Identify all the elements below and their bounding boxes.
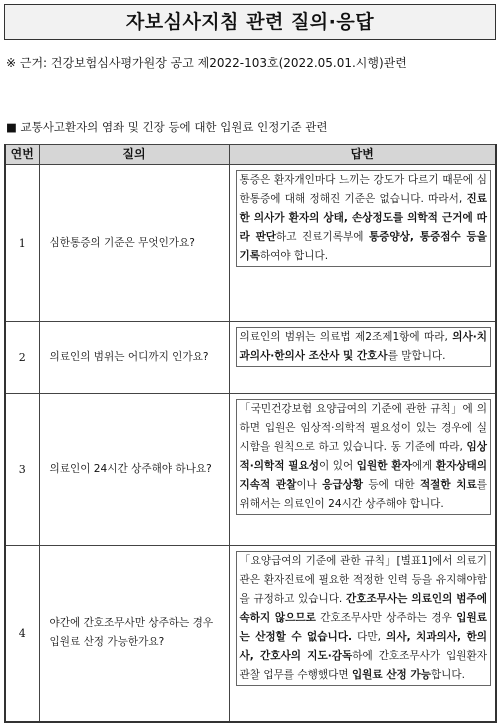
answer-segment: 다만, — [352, 631, 387, 643]
answer-emphasis: 입원료 산정 가능 — [351, 669, 431, 681]
answer-segment: 하여야 합니다. — [259, 250, 329, 262]
header-answer: 답변 — [229, 145, 496, 165]
answer-emphasis: 입원료는 산정할 수 없습니다. — [239, 612, 487, 643]
answer-segment: 를 위해서는 의료인이 24시간 상주해야 합니다. — [239, 479, 487, 510]
answer-segment: 를 말합니다. — [387, 350, 446, 362]
row-number: 3 — [5, 394, 39, 546]
question-cell: 심한통증의 기준은 무엇인가요? — [39, 165, 229, 322]
answer-cell — [229, 165, 496, 322]
answer-text — [240, 400, 488, 514]
answer-segment: 하에 간호조무사가 입원환자 관찰 업무를 수행했다면 — [239, 650, 487, 681]
answer-emphasis: 입원한 환자 — [356, 460, 412, 472]
answer-emphasis: 진료한 의사가 환자의 상태, 손상정도를 의학적 근거에 따라 판단 — [239, 193, 487, 243]
answer-cell — [229, 546, 496, 722]
answer-emphasis: 임상적·의학적 필요성 — [239, 441, 487, 472]
answer-cell — [229, 322, 496, 394]
answer-emphasis: 간호조무사는 의료인의 범주에 속하지 않으므로 — [239, 593, 487, 624]
section-heading: ■ 교통사고환자의 염좌 및 긴장 등에 대한 입원료 인정기준 관련 — [6, 120, 328, 134]
table-header-row — [5, 145, 496, 165]
answer-segment: 간호조무사만 상주하는 경우 — [315, 612, 457, 624]
table-row — [5, 322, 496, 394]
table-row — [5, 165, 496, 322]
answer-emphasis: 의사·치과의사·한의사 조산사 및 간호사 — [239, 331, 487, 362]
answer-segment: 합니다. — [430, 669, 466, 681]
table-row — [5, 546, 496, 722]
answer-segment: 「국민건강보험 요양급여의 기준에 관한 규칙」에 의하면 입원은 임상적·의학적 필요성이 있는 경우에 실시함을 원칙으로 하고 있습니다. 동 기준에 따라, — [239, 403, 487, 453]
header-question: 질의 — [39, 145, 229, 165]
basis-note: ※ 근거: 건강보험심사평가원장 공고 제2022-103호(2022.05.01.시행)관련 — [6, 56, 407, 70]
row-number: 4 — [5, 546, 39, 722]
answer-segment: 에게 — [411, 460, 436, 472]
answer-text — [240, 171, 488, 266]
answer-cell — [229, 394, 496, 546]
question-cell: 의료인이 24시간 상주해야 하나요? — [39, 394, 229, 546]
answer-emphasis: 환자상태의 지속적 관찰 — [239, 460, 488, 491]
row-number: 2 — [5, 322, 39, 394]
answer-text — [240, 552, 488, 685]
row-number: 1 — [5, 165, 39, 322]
answer-segment: 「요양급여의 기준에 관한 규칙」[별표1]에서 의료기관은 환자진료에 필요한 적정한 인력 등을 유지해야함을 규정하고 있습니다. — [239, 555, 487, 605]
answer-text — [240, 328, 488, 366]
answer-segment: 의료인의 범위는 의료법 제2조제1항에 따라, — [239, 331, 453, 343]
answer-segment: 통증은 환자개인마다 느끼는 강도가 다르기 때문에 심한통증에 대해 정해진 기준은 없습니다. 따라서, — [239, 174, 487, 205]
answer-segment: 이 있어 — [319, 460, 357, 472]
header-no: 연번 — [5, 145, 39, 165]
answer-emphasis: 응급상황 — [322, 479, 364, 491]
qa-table — [4, 144, 497, 723]
answer-segment: 이나 — [296, 479, 323, 491]
answer-segment: 등에 대한 — [363, 479, 420, 491]
question-cell: 의료인의 범위는 어디까지 인가요? — [39, 322, 229, 394]
answer-emphasis: 의사, 치과의사, 한의사, 간호사의 지도·감독 — [239, 631, 487, 662]
answer-emphasis: 적절한 치료 — [419, 479, 477, 491]
page-title: 자보심사지침 관련 질의·응답 — [4, 4, 496, 40]
table-row — [5, 394, 496, 546]
question-cell: 야간에 간호조무사만 상주하는 경우 입원료 산정 가능한가요? — [39, 546, 229, 722]
answer-segment: 하고 진료기록부에 — [276, 231, 369, 243]
answer-emphasis: 통증양상, 통증점수 등을 기록 — [239, 231, 487, 262]
